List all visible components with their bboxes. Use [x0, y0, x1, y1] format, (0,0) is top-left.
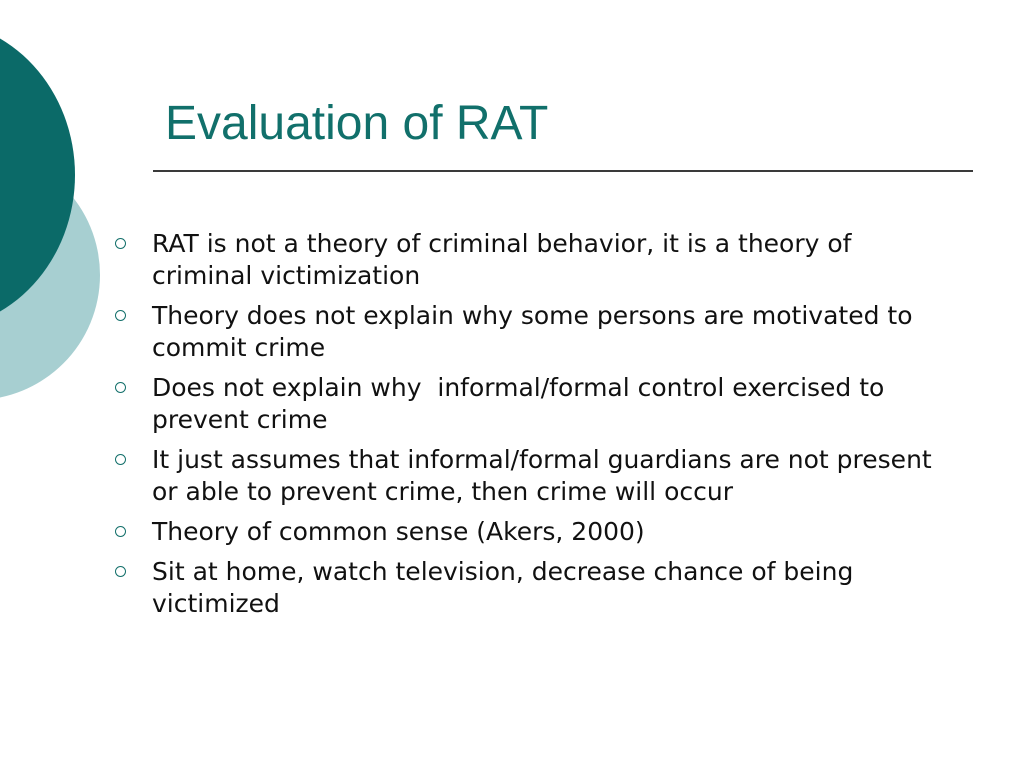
- bullet-item: [110, 372, 940, 436]
- bullet-text: It just assumes that informal/formal guardians are not present or able to prevent crime, then crime will occur: [152, 445, 932, 506]
- hollow-circle-bullet-icon: [115, 238, 126, 249]
- bullet-item: [110, 444, 940, 508]
- bullet-item: [110, 300, 940, 364]
- bullet-text: Sit at home, watch television, decrease chance of being victimized: [152, 557, 854, 618]
- hollow-circle-bullet-icon: [115, 382, 126, 393]
- bullet-text: Theory of common sense (Akers, 2000): [152, 517, 645, 546]
- title-divider: [153, 170, 973, 172]
- slide-title: Evaluation of RAT: [165, 97, 549, 150]
- bullet-item: [110, 516, 940, 548]
- bullet-text: RAT is not a theory of criminal behavior, it is a theory of criminal victimization: [152, 229, 852, 290]
- hollow-circle-bullet-icon: [115, 454, 126, 465]
- hollow-circle-bullet-icon: [115, 310, 126, 321]
- bullet-text: Does not explain why informal/formal control exercised to prevent crime: [152, 373, 893, 434]
- bullet-item: [110, 556, 940, 620]
- bullet-text: Theory does not explain why some persons are motivated to commit crime: [152, 301, 913, 362]
- hollow-circle-bullet-icon: [115, 566, 126, 577]
- bullet-list: [110, 228, 940, 628]
- hollow-circle-bullet-icon: [115, 526, 126, 537]
- bullet-item: [110, 228, 940, 292]
